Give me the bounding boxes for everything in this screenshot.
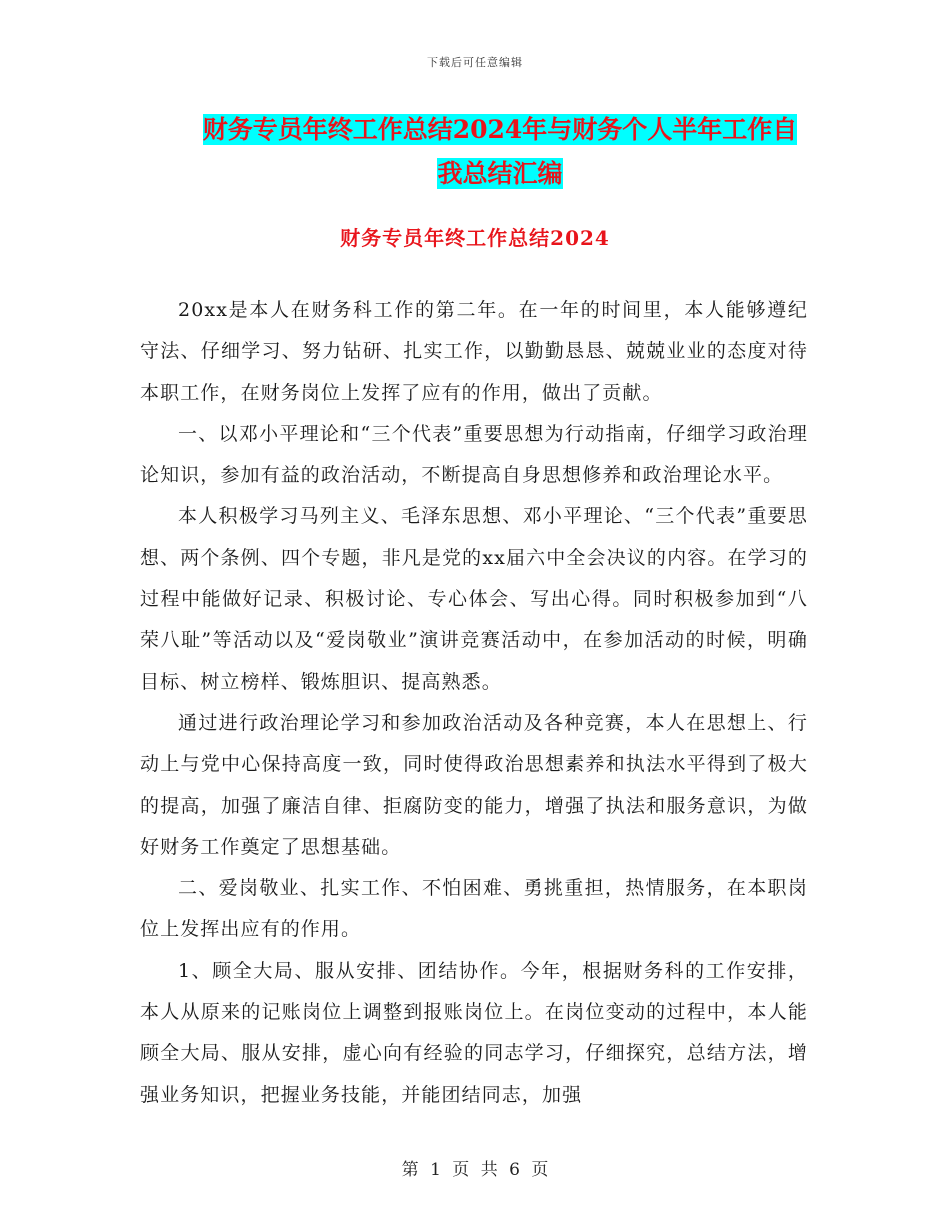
paragraph: 20xx是本人在财务科工作的第二年。在一年的时间里，本人能够遵纪守法、仔细学习、努力钻研、扎实工作，以勤勤恳恳、兢兢业业的态度对待本职工作，在财务岗位上发挥了应有的作用，做出了贡献。 (140, 299, 808, 404)
paragraph: 1、顾全大局、服从安排、团结协作。今年，根据财务科的工作安排，本人从原来的记账岗位上调整到报账岗位上。在岗位变动的过程中，本人能顾全大局、服从安排，虚心向有经验的同志学习，仔细探究，总结方法，增强业务知识，把握业务技能，并能团结同志，加强 (140, 959, 808, 1106)
paragraph: 二、爱岗敬业、扎实工作、不怕困难、勇挑重担，热情服务，在本职岗位上发挥出应有的作用。 (140, 877, 808, 941)
main-title-line-1: 财务专员年终工作总结2024年与财务个人半年工作自 (202, 115, 798, 144)
section-title: 财务专员年终工作总结2024 (340, 226, 610, 250)
main-title (140, 108, 860, 196)
page-footer: 第 1 页 共 6 页 (401, 1160, 549, 1180)
header-note: 下载后可任意编辑 (427, 56, 523, 69)
body-text (140, 290, 808, 1116)
paragraph: 通过进行政治理论学习和参加政治活动及各种竞赛，本人在思想上、行动上与党中心保持高度一致，同时使得政治思想素养和执法水平得到了极大的提高，加强了廉洁自律、拒腐防变的能力，增强了执法和服务意识，为做好财务工作奠定了思想基础。 (140, 711, 808, 858)
paragraph: 本人积极学习马列主义、毛泽东思想、邓小平理论、“三个代表”重要思想、两个条例、四个专题，非凡是党的xx届六中全会决议的内容。在学习的过程中能做好记录、积极讨论、专心体会、写出心得。同时积极参加到“八荣八耻”等活动以及“爱岗敬业”演讲竞赛活动中，在参加活动的时候，明确目标、树立榜样、锻炼胆识、提高熟悉。 (140, 505, 808, 693)
paragraph: 一、以邓小平理论和“三个代表”重要思想为行动指南，仔细学习政治理论知识，参加有益的政治活动，不断提高自身思想修养和政治理论水平。 (140, 422, 808, 487)
main-title-line-2: 我总结汇编 (437, 159, 563, 188)
